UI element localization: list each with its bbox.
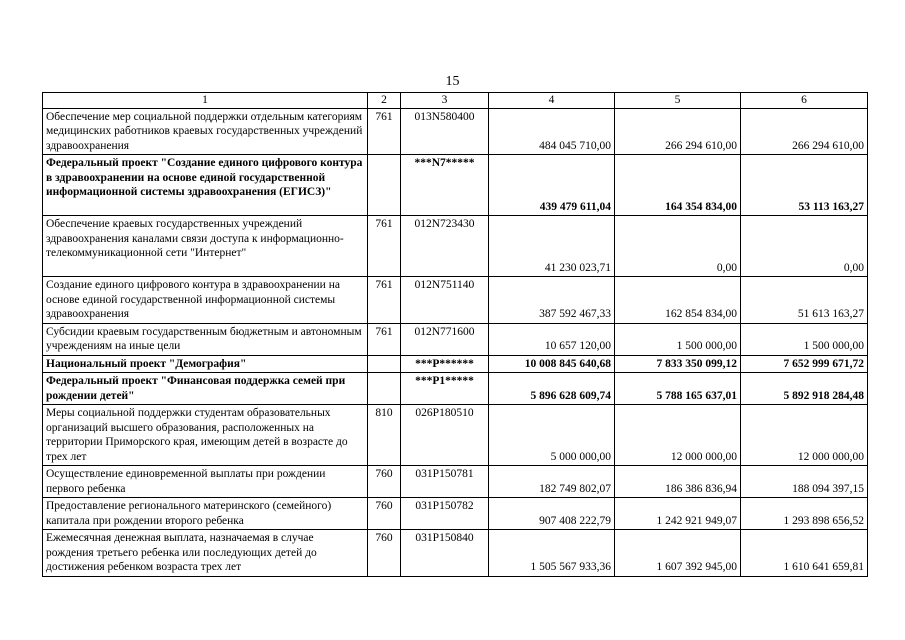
row-name: Федеральный проект "Создание единого цифрового контура в здравоохранении на основе единой государственной информационной системы здравоохранения (ЕГИСЗ)" (43, 155, 368, 216)
row-name: Обеспечение краевых государственных учреждений здравоохранения каналами связи доступа к информационно-телекоммуникационной сети "Интернет" (43, 216, 368, 277)
table-row (43, 108, 868, 155)
row-value-5: 12 000 000,00 (615, 405, 741, 466)
table-header-row (43, 93, 868, 109)
row-name: Субсидии краевым государственным бюджетным и автономным учреждениям на иные цели (43, 323, 368, 355)
row-code: 761 (368, 216, 401, 277)
row-value-5: 0,00 (615, 216, 741, 277)
row-value-5: 186 386 836,94 (615, 466, 741, 498)
row-name: Создание единого цифрового контура в здравоохранении на основе единой государственной информационной системы здравоохранения (43, 277, 368, 324)
row-classifier: ***N7***** (401, 155, 489, 216)
header-col-6: 6 (741, 93, 868, 109)
row-value-4: 41 230 023,71 (489, 216, 615, 277)
row-value-6: 53 113 163,27 (741, 155, 868, 216)
row-classifier: 012N751140 (401, 277, 489, 324)
row-value-6: 1 293 898 656,52 (741, 498, 868, 530)
row-value-6: 1 500 000,00 (741, 323, 868, 355)
table-row (43, 155, 868, 216)
row-value-4: 5 000 000,00 (489, 405, 615, 466)
row-name: Обеспечение мер социальной поддержки отдельным категориям медицинских работников краевых государственных учреждений здравоохранения (43, 108, 368, 155)
table-row (43, 498, 868, 530)
page-number: 15 (445, 74, 460, 89)
row-value-6: 1 610 641 659,81 (741, 530, 868, 577)
header-col-5: 5 (615, 93, 741, 109)
row-classifier: 031P150782 (401, 498, 489, 530)
header-col-4: 4 (489, 93, 615, 109)
row-name: Ежемесячная денежная выплата, назначаемая в случае рождения третьего ребенка или последующих детей до достижения ребенком возраста трех лет (43, 530, 368, 577)
row-code: 760 (368, 530, 401, 577)
row-classifier: 012N723430 (401, 216, 489, 277)
row-code: 760 (368, 466, 401, 498)
row-code: 760 (368, 498, 401, 530)
row-value-4: 1 505 567 933,36 (489, 530, 615, 577)
row-code: 761 (368, 277, 401, 324)
row-value-5: 162 854 834,00 (615, 277, 741, 324)
row-name: Меры социальной поддержки студентам образовательных организаций высшего образования, расположенных на территории Приморского края, имеющим детей в возрасте до трех лет (43, 405, 368, 466)
table-row (43, 530, 868, 577)
row-value-5: 1 607 392 945,00 (615, 530, 741, 577)
row-value-5: 266 294 610,00 (615, 108, 741, 155)
table-row (43, 216, 868, 277)
row-code: 761 (368, 108, 401, 155)
row-classifier: 012N771600 (401, 323, 489, 355)
row-value-5: 7 833 350 099,12 (615, 355, 741, 373)
row-value-4: 182 749 802,07 (489, 466, 615, 498)
table-row (43, 373, 868, 405)
row-value-5: 1 242 921 949,07 (615, 498, 741, 530)
row-name: Федеральный проект "Финансовая поддержка семей при рождении детей" (43, 373, 368, 405)
table-row (43, 466, 868, 498)
row-name: Национальный проект "Демография" (43, 355, 368, 373)
row-value-6: 266 294 610,00 (741, 108, 868, 155)
header-col-3: 3 (401, 93, 489, 109)
row-value-5: 1 500 000,00 (615, 323, 741, 355)
row-code: 761 (368, 323, 401, 355)
table-row (43, 277, 868, 324)
row-value-4: 5 896 628 609,74 (489, 373, 615, 405)
row-value-5: 5 788 165 637,01 (615, 373, 741, 405)
row-value-6: 0,00 (741, 216, 868, 277)
row-code (368, 155, 401, 216)
row-value-5: 164 354 834,00 (615, 155, 741, 216)
header-col-1: 1 (43, 93, 368, 109)
row-value-4: 10 008 845 640,68 (489, 355, 615, 373)
header-col-2: 2 (368, 93, 401, 109)
row-value-6: 51 613 163,27 (741, 277, 868, 324)
row-value-6: 7 652 999 671,72 (741, 355, 868, 373)
row-code (368, 355, 401, 373)
row-name: Осуществление единовременной выплаты при рождении первого ребенка (43, 466, 368, 498)
row-code: 810 (368, 405, 401, 466)
budget-table (42, 92, 868, 577)
table-row (43, 323, 868, 355)
row-value-6: 188 094 397,15 (741, 466, 868, 498)
row-value-4: 10 657 120,00 (489, 323, 615, 355)
row-value-4: 387 592 467,33 (489, 277, 615, 324)
row-classifier: 026P180510 (401, 405, 489, 466)
row-value-6: 5 892 918 284,48 (741, 373, 868, 405)
row-classifier: ***P****** (401, 355, 489, 373)
row-value-4: 439 479 611,04 (489, 155, 615, 216)
row-name: Предоставление регионального материнского (семейного) капитала при рождении второго ребенка (43, 498, 368, 530)
row-value-6: 12 000 000,00 (741, 405, 868, 466)
row-code (368, 373, 401, 405)
row-classifier: 031P150781 (401, 466, 489, 498)
row-classifier: 013N580400 (401, 108, 489, 155)
table-row (43, 355, 868, 373)
row-classifier: 031P150840 (401, 530, 489, 577)
row-value-4: 907 408 222,79 (489, 498, 615, 530)
table-row (43, 405, 868, 466)
row-value-4: 484 045 710,00 (489, 108, 615, 155)
row-classifier: ***P1***** (401, 373, 489, 405)
